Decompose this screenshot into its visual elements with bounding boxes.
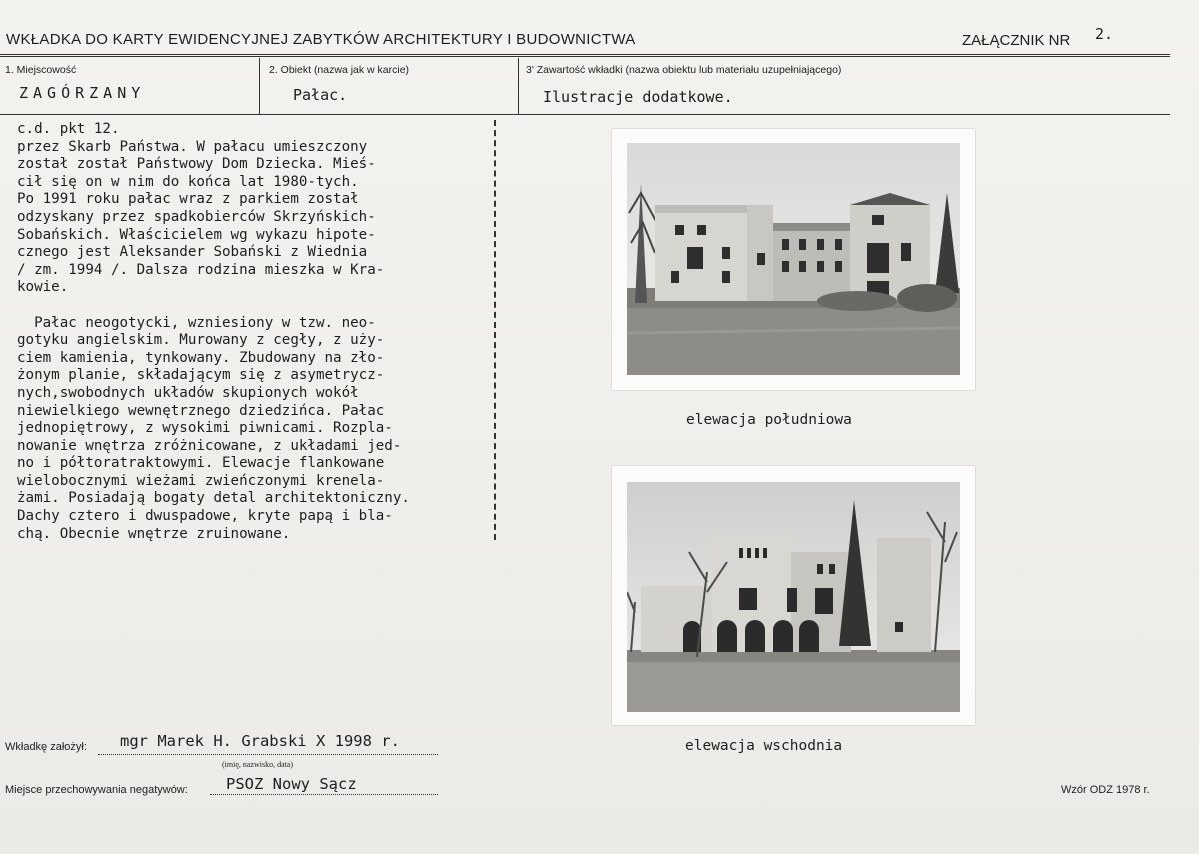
- attachment-label: ZAŁĄCZNIK NR: [962, 32, 1071, 49]
- field-divider: [259, 58, 260, 114]
- field-value-locality: ZAGÓRZANY: [19, 84, 146, 102]
- caption-south: elewacja południowa: [686, 412, 852, 428]
- description-text: c.d. pkt 12. przez Skarb Państwa. W pałacu umieszczony został został Państwowy Dom Dziecka. Mieś- cił się on w nim do końca lat 1980-tych. Po 1991 roku pałac wraz z parkiem został odzyskany przez spadkobierców Skrzyńskich- Sobańskich. Właścicielem wg wykazu hipote- cznego jest Aleksander Sobański z Wiednia / zm. 1994 /. Dalsza rodzina mieszka w Kra- kowie. Pałac neogotycki, wzniesiony w tzw. neo- gotyku angielskim. Murowany z cegły, z uży- ciem kamienia, tynkowany. Zbudowany na zło- żonym planie, składającym się z asymetrycz- nych,swobodnych układów skupionych wokół niewielkiego wewnętrznego dziedzińca. Pałac jednopiętrowy, z wysokimi piwnicami. Rozpla- nowanie wnętrza zróżnicowane, z układami jed- no i półtoratraktowymi. Elewacje flankowane wielobocznymi wieżami zwieńczonymi krenela- żami. Posiadają bogaty detal architektoniczny. Dachy cztero i dwuspadowe, kryte papą i bla- chą. Obecnie wnętrze zruinowane.: [17, 121, 410, 542]
- caption-east: elewacja wschodnia: [685, 738, 843, 754]
- field-label-locality: 1. Miejscowość: [5, 64, 77, 76]
- column-separator: [494, 120, 496, 540]
- negatives-location-value: PSOZ Nowy Sącz: [226, 775, 357, 793]
- photo-south: [612, 129, 975, 390]
- form-template: Wzór ODZ 1978 r.: [1061, 784, 1150, 796]
- field-value-object: Pałac.: [293, 86, 348, 104]
- field-divider: [518, 58, 519, 114]
- negatives-location-line: [210, 794, 438, 795]
- compiled-by-line: [98, 754, 438, 755]
- compiled-by-label: Wkładkę założył:: [5, 741, 87, 753]
- photo-east: [612, 466, 975, 725]
- compiled-by-hint: (imię, nazwisko, data): [222, 760, 294, 769]
- form-title: WKŁADKA DO KARTY EWIDENCYJNEJ ZABYTKÓW ARCHITEKTURY I BUDOWNICTWA: [6, 31, 636, 48]
- attachment-number: 2.: [1095, 25, 1114, 43]
- field-label-object: 2. Obiekt (nazwa jak w karcie): [269, 64, 410, 76]
- field-label-content: 3' Zawartość wkładki (nazwa obiektu lub materiału uzupełniającego): [526, 64, 842, 76]
- negatives-location-label: Miejsce przechowywania negatywów:: [5, 784, 188, 796]
- field-value-content: Ilustracje dodatkowe.: [543, 88, 733, 106]
- fields-divider: [0, 114, 1170, 115]
- compiled-by-value: mgr Marek H. Grabski X 1998 r.: [120, 732, 400, 750]
- header-divider: [0, 54, 1170, 57]
